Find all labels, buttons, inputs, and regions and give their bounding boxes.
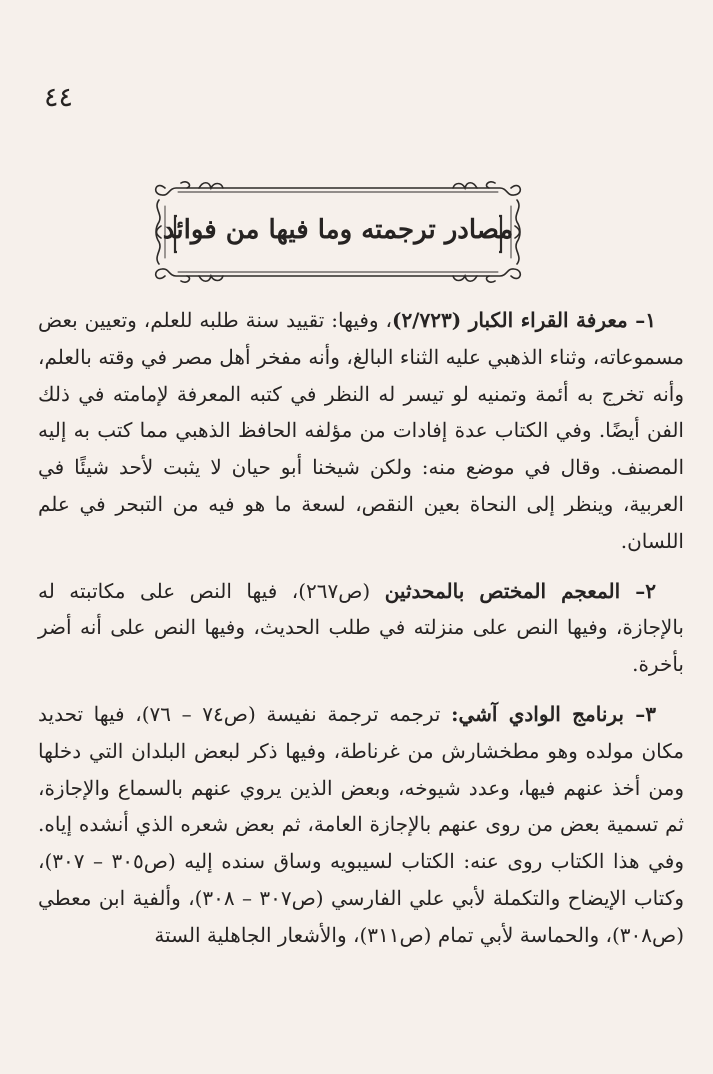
paragraph-1-text: ، وفيها: تقييد سنة طلبه للعلم، وتعيين بعض مسموعاته، وثناء الذهبي عليه الثناء البالغ، وأنه مفخر أهل مصر في وقته بالعلم، وأنه تخرج به أئمة وتمنيه لو تيسر له النظر في كتبه المعرفة لإمامته في ذلك الفن أيضًا. وفي الكتاب عدة إفادات من مؤلفه الحافظ الذهبي مما كتب به إليه المصنف. وقال في موضع منه: ولكن شيخنا أبو حيان لا يثبت لأحد شيئًا في العربية، وينظر إلى النحاة بعين النقص، لسعة ما هو فيه من التبحر في علم اللسان.	[38, 308, 684, 553]
paragraph-3	[38, 696, 684, 954]
source-title-1: ١– معرفة القراء الكبار (٢/٧٢٣)	[391, 308, 656, 332]
source-title-3: ٣– برنامج الوادي آشي:	[451, 701, 656, 726]
paragraph-1	[38, 302, 684, 560]
paragraph-2	[38, 573, 684, 683]
page-number: ٤٤	[44, 82, 74, 113]
chapter-heading-frame	[151, 176, 525, 288]
source-title-2: ٢– المعجم المختص بالمحدثين	[384, 578, 656, 603]
body-text	[38, 302, 684, 954]
paragraph-3-text: ترجمه ترجمة نفيسة (ص٧٤ – ٧٦)، فيها تحديد مكان مولده وهو مطخشارش من غرناطة، وفيها ذكر لبعض البلدان التي دخلها ومن أخذ عنهم فيها، وعدد شيوخه، وبعض الذين يروي عنهم بالسماع والإجازة، ثم تسمية بعض من روى عنهم بالإجازة العامة، ثم بعض شعره الذي أنشده إياه. وفي هذا الكتاب روى عنه: الكتاب لسيبويه وساق سنده إليه (ص٣٠٥ – ٣٠٧)، وكتاب الإيضاح والتكملة لأبي علي الفارسي (ص٣٠٧ – ٣٠٨)، وألفية ابن معطي (ص٣٠٨)، والحماسة لأبي تمام (ص٣١١)، والأشعار الجاهلية الستة	[38, 701, 684, 947]
paragraph-2-text: (ص٢٦٧)، فيها النص على مكاتبته له بالإجازة، وفيها النص على منزلته في طلب الحديث، وفيها النص على أنه أضر بأخرة.	[38, 578, 684, 677]
chapter-heading: مصادر ترجمته وما فيها من فوائد	[162, 215, 514, 245]
